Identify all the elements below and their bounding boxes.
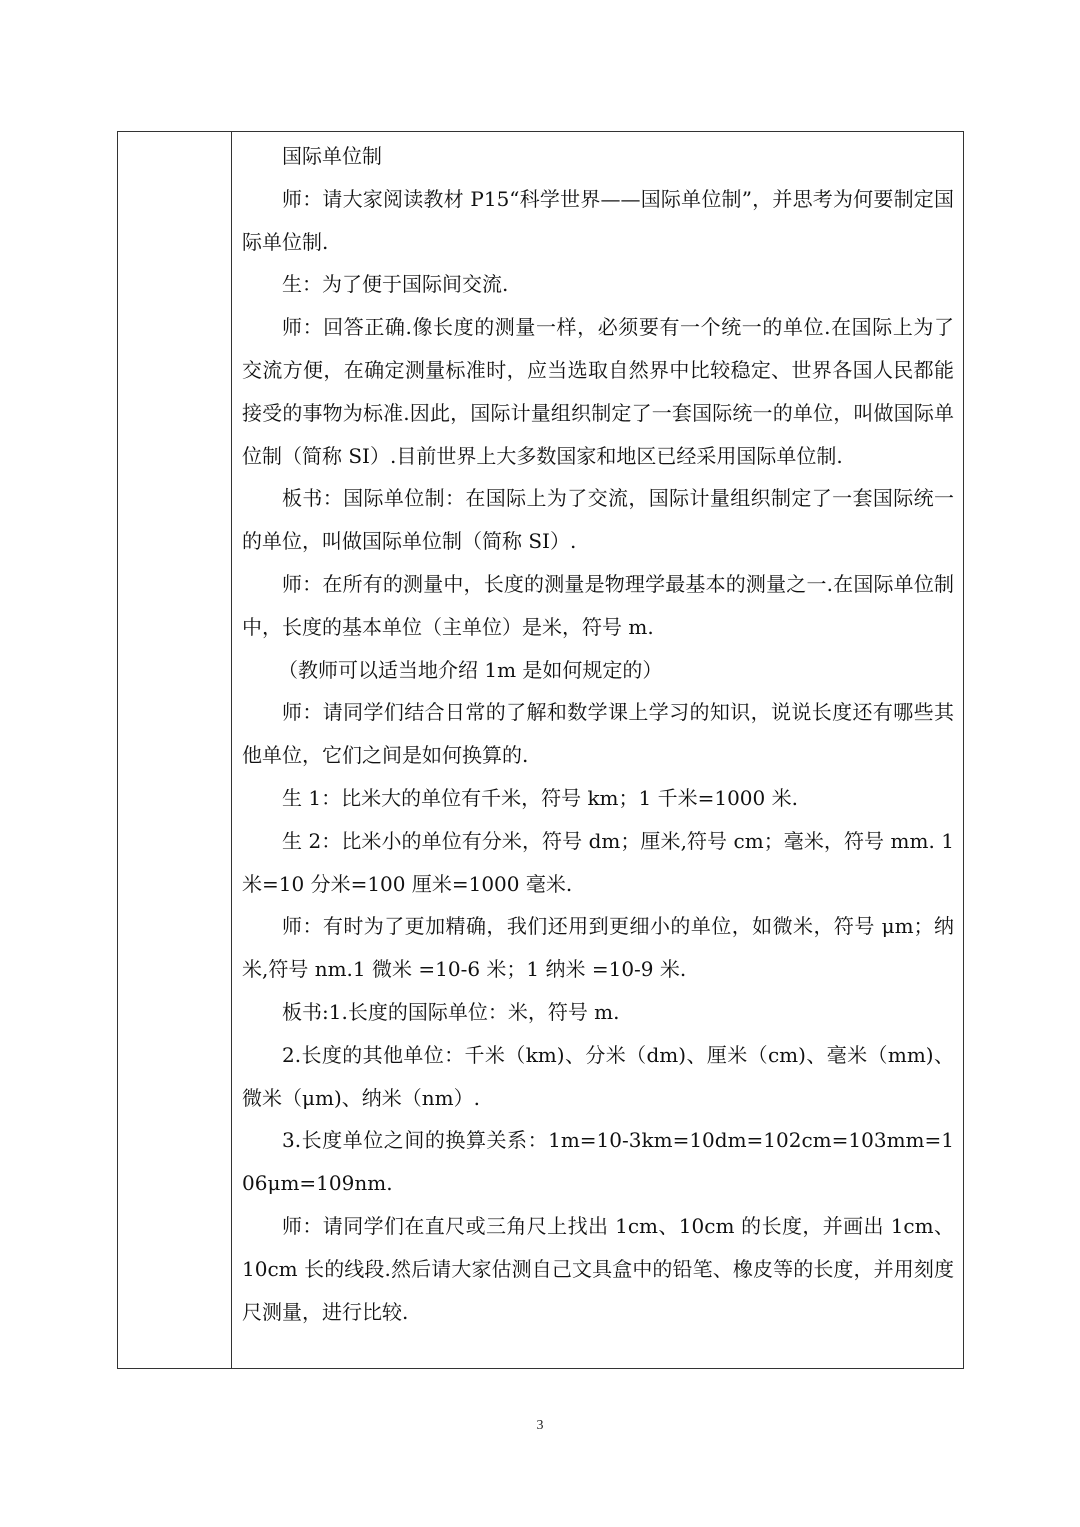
table-left-column [118, 132, 232, 1368]
paragraph: 师：有时为了更加精确，我们还用到更细小的单位，如微米，符号 μm；纳米,符号 nm.1 微米 =10-6 米；1 纳米 =10-9 米. [242, 914, 954, 982]
paragraph: 师：在所有的测量中，长度的测量是物理学最基本的测量之一.在国际单位制中，长度的基本单位（主单位）是米，符号 m. [242, 571, 954, 639]
paragraph: 板书:1.长度的国际单位：米，符号 m. [282, 999, 620, 1024]
paragraph: 生 2：比米小的单位有分米，符号 dm；厘米,符号 cm；毫米，符号 mm. 1 米=10 分米=100 厘米=1000 毫米. [242, 828, 954, 896]
paragraph: 师：请大家阅读教材 P15“科学世界——国际单位制”，并思考为何要制定国际单位制. [242, 186, 954, 254]
table-content-cell [242, 135, 954, 1333]
paragraph: 板书：国际单位制：在国际上为了交流，国际计量组织制定了一套国际统一的单位，叫做国际单位制（简称 SI）. [242, 486, 954, 554]
paragraph: （教师可以适当地介绍 1m 是如何规定的） [278, 657, 663, 682]
paragraph: 生 1：比米大的单位有千米，符号 km；1 千米=1000 米. [282, 785, 798, 810]
paragraph: 生：为了便于国际间交流. [282, 272, 509, 297]
section-heading: 国际单位制 [282, 144, 382, 168]
paragraph: 2.长度的其他单位：千米（km)、分米（dm)、厘米（cm)、毫米（mm)、微米（μm)、纳米（nm）. [242, 1042, 954, 1110]
paragraph: 3.长度单位之间的换算关系：1m=10-3km=10dm=102cm=103mm=106μm=109nm. [242, 1128, 954, 1196]
paragraph: 师：请同学们在直尺或三角尺上找出 1cm、10cm 的长度，并画出 1cm、10cm 长的线段.然后请大家估测自己文具盒中的铅笔、橡皮等的长度，并用刻度尺测量，进行比较. [242, 1213, 954, 1324]
paragraph: 师：请同学们结合日常的了解和数学课上学习的知识，说说长度还有哪些其他单位，它们之间是如何换算的. [242, 700, 954, 768]
lesson-table [117, 131, 964, 1369]
page-number: 3 [536, 1418, 544, 1433]
paragraph: 师：回答正确.像长度的测量一样，必须要有一个统一的单位.在国际上为了交流方便，在确定测量标准时，应当选取自然界中比较稳定、世界各国人民都能接受的事物为标准.因此，国际计量组织制定了一套国际统一的单位，叫做国际单位制（简称 SI）.目前世界上大多数国家和地区已经采用国际单位制. [242, 315, 954, 468]
